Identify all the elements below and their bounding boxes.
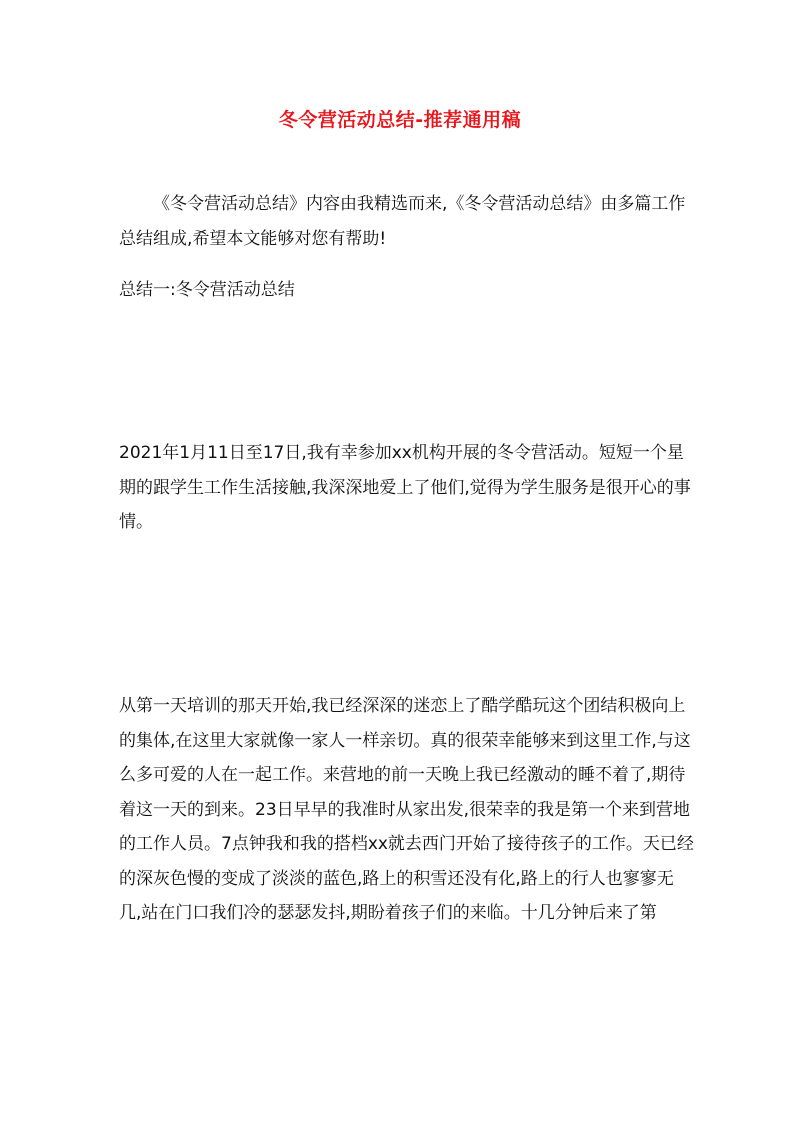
section-heading: 总结一:冬令营活动总结	[119, 280, 295, 300]
paragraph-2: 从第一天培训的那天开始,我已经深深的迷恋上了酷学酷玩这个团结积极向上的集体,在这里大家就像一家人一样亲切。真的很荣幸能够来到这里工作,与这么多可爱的人在一起工作。来营地的前一天晚上我已经激动的睡不着了,期待着这一天的到来。23日早早的我准时从家出发,很荣幸的我是第一个来到营地的工作人员。7点钟我和我的搭档xx就去西门开始了接待孩子的工作。天已经的深灰色慢的变成了淡淡的蓝色,路上的积雪还没有化,路上的行人也寥寥无几,站在门口我们冷的瑟瑟发抖,期盼着孩子们的来临。十几分钟后来了第	[119, 696, 694, 923]
document-title: 冬令营活动总结-推荐通用稿	[278, 109, 522, 131]
intro-paragraph: 《冬令营活动总结》内容由我精选而来,《冬令营活动总结》由多篇工作总结组成,希望本文能够对您有帮助!	[119, 194, 686, 249]
paragraph-1: 2021年1月11日至17日,我有幸参加xx机构开展的冬令营活动。短短一个星期的跟学生工作生活接触,我深深地爱上了他们,觉得为学生服务是很开心的事情。	[119, 443, 691, 532]
